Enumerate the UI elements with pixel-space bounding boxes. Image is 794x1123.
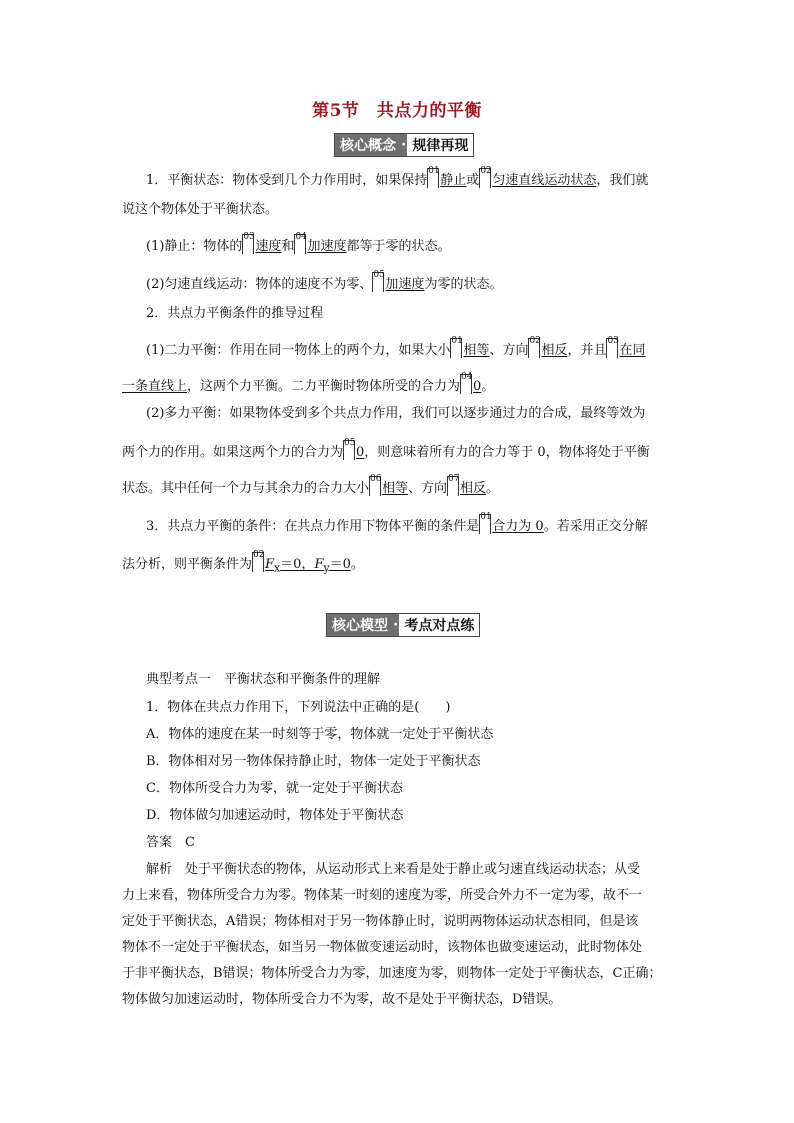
para-2-heading: 2．共点力平衡条件的推导过程: [146, 306, 324, 321]
blank-number-box: 01: [479, 514, 491, 534]
answer-text: 相等: [382, 481, 409, 496]
blank-number-box: 02: [479, 168, 491, 188]
answer-text: 在同: [619, 343, 646, 358]
para-2-item-1-line-1: (1)二力平衡：作用在同一物体上的两个力，如果大小 01 相等、方向 02 相反，并且 03 在同: [146, 336, 646, 358]
option-a: A．物体的速度在某一时刻等于零，物体就一定处于平衡状态: [146, 727, 494, 742]
blank-number-box: 07: [447, 476, 459, 496]
banner-dot: ·: [401, 134, 407, 156]
blank-number-box: 06: [369, 476, 381, 496]
option-c: C．物体所受合力为零，就一定处于平衡状态: [146, 781, 403, 796]
banner-dot: ·: [393, 614, 399, 636]
blank-number-box: 01: [427, 168, 439, 188]
para-2-item-2-line-1: (2)多力平衡：如果物体受到多个共点力作用，我们可以逐步通过力的合成，最终等效为: [146, 406, 646, 421]
answer-text: 加速度: [307, 239, 347, 254]
blank-number-box: 05: [343, 440, 355, 460]
blank-number-box: 04: [294, 234, 306, 254]
option-b: B．物体相对另一物体保持静止时，物体一定处于平衡状态: [146, 754, 481, 769]
banner-light-label: 规律再现: [407, 134, 473, 156]
explanation-line-2: 力上来看，物体所受合力为零。物体某一时刻的速度为零，所受合外力不一定为零，故不一: [122, 888, 643, 903]
para-1-item-2: (2)匀速直线运动：物体的速度不为零、 05 加速度为零的状态。: [146, 270, 503, 292]
answer-text: 速度: [255, 239, 282, 254]
explanation-line-4: 物体不一定处于平衡状态，如当另一物体做变速运动时，该物体也做变速运动，此时物体处: [122, 940, 643, 955]
explanation-line-6: 物体做匀加速运动时，物体所受合力不为零，故不是处于平衡状态，D错误。: [122, 992, 562, 1007]
answer-text: 一条直线上: [122, 379, 188, 394]
blank-number-box: 05: [372, 272, 384, 292]
explanation-line-5: 于非平衡状态，B错误；物体所受合力为零，加速度为零，则物体一定处于平衡状态，C正确；: [122, 966, 662, 981]
answer-text: 合力为 0: [492, 519, 544, 534]
banner-dark-label: 核心概念: [335, 134, 401, 156]
page-title: 第5节 共点力的平衡: [312, 101, 482, 121]
para-1-item-1: (1)静止：物体的 03 速度和 04 加速度都等于零的状态。: [146, 232, 451, 254]
answer-formula: $F_x=0$，$F_y=0$: [265, 557, 351, 575]
para-3-line-1: 3．共点力平衡的条件：在共点力作用下物体平衡的条件是 01 合力为 0。若采用正交分解: [146, 512, 648, 534]
answer-line: 答案 C: [146, 835, 195, 850]
para-3-line-2: 法分析，则平衡条件为 02 $F_x=0$，$F_y=0$。: [122, 550, 364, 575]
answer-text: 0: [473, 379, 482, 394]
para-1-line-1: 1．平衡状态：物体受到几个力作用时，如果保持 01 静止或 02 匀速直线运动状态，我们就: [146, 166, 649, 188]
banner-light-label: 考点对点练: [399, 614, 479, 636]
para-2-item-2-line-3: 状态。其中任何一个力与其余力的合力大小 06 相等、方向 07 相反。: [122, 474, 500, 496]
section-banner-core-model: [326, 613, 480, 637]
blank-number-box: 02: [528, 338, 540, 358]
answer-text: 0: [356, 445, 365, 460]
blank-number-box: 03: [606, 338, 618, 358]
blank-number-box: 04: [460, 374, 472, 394]
para-2-item-1-line-2: 一条直线上，这两个力平衡。二力平衡时物体所受的合力为 04 0。: [122, 372, 495, 394]
option-d: D．物体做匀加速运动时，物体处于平衡状态: [146, 808, 404, 823]
section-banner-core-concept: [334, 133, 474, 157]
answer-text: 匀速直线运动状态: [492, 173, 597, 188]
explanation-line-3: 定处于平衡状态，A错误；物体相对于另一物体静止时，说明两物体运动状态相同，但是该: [122, 914, 639, 929]
answer-value: C: [185, 835, 195, 850]
topic-heading: 典型考点一 平衡状态和平衡条件的理解: [146, 672, 381, 687]
answer-text: 相反: [541, 343, 568, 358]
answer-text: 相反: [460, 481, 487, 496]
para-1-line-2: 说这个物体处于平衡状态。: [122, 202, 279, 217]
blank-number-box: 03: [242, 234, 254, 254]
answer-text: 相等: [463, 343, 490, 358]
answer-text: 静止: [440, 173, 467, 188]
explanation-line-1: 解析 处于平衡状态的物体，从运动形式上来看是处于静止或匀速直线运动状态；从受: [146, 862, 641, 877]
para-2-item-2-line-2: 两个力的作用。如果这两个力的合力为 05 0，则意味着所有力的合力等于 0，物体将处于平衡: [122, 438, 650, 460]
blank-number-box: 02: [252, 552, 264, 572]
answer-text: 加速度: [385, 277, 425, 292]
banner-dark-label: 核心模型: [327, 614, 393, 636]
blank-number-box: 01: [450, 338, 462, 358]
question-stem: 1．物体在共点力作用下，下列说法中正确的是( ): [146, 700, 451, 715]
